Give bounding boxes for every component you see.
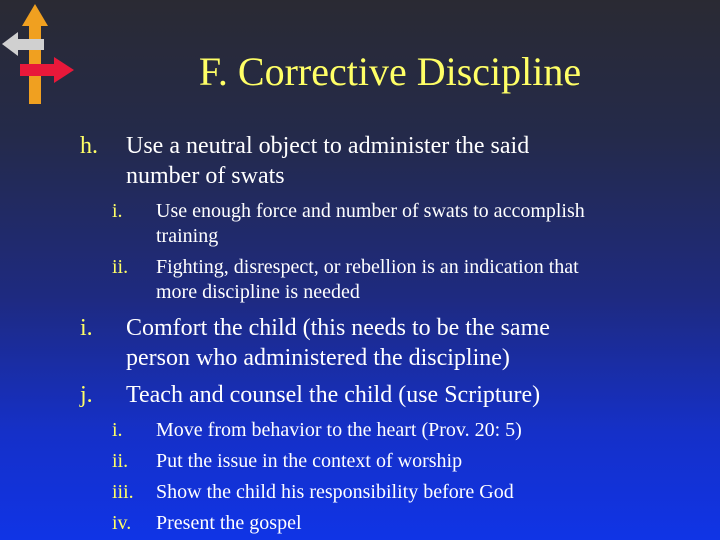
sub-item-text-line: Put the issue in the context of worship bbox=[156, 450, 463, 472]
sub-item-marker: i. bbox=[112, 419, 123, 441]
sub-item-text-line: Show the child his responsibility before God bbox=[156, 481, 514, 503]
sub-item-text-line: Use enough force and number of swats to accomplish bbox=[156, 200, 585, 222]
item-text-line: person who administered the discipline) bbox=[126, 345, 510, 371]
sub-item-text-line: Fighting, disrespect, or rebellion is an indication that bbox=[156, 256, 579, 278]
sub-item-marker: ii. bbox=[112, 450, 129, 472]
sub-item-text-line: Move from behavior to the heart (Prov. 20: 5) bbox=[156, 419, 522, 441]
sub-item-text-line: Present the gospel bbox=[156, 512, 302, 534]
slide-title: F. Corrective Discipline bbox=[198, 49, 582, 94]
sub-item-marker: iii. bbox=[112, 481, 134, 503]
item-text-line: number of swats bbox=[126, 163, 285, 189]
item-text-line: Teach and counsel the child (use Scripture) bbox=[126, 382, 541, 408]
sub-item-marker: i. bbox=[112, 200, 123, 222]
arrow-right-icon[interactable] bbox=[20, 57, 74, 83]
slide-nav bbox=[0, 0, 80, 110]
sub-item-marker: ii. bbox=[112, 256, 129, 278]
item-marker: h. bbox=[80, 133, 98, 159]
item-text-line: Comfort the child (this needs to be the same bbox=[126, 315, 550, 341]
arrow-up-icon[interactable] bbox=[22, 4, 48, 104]
item-marker: j. bbox=[80, 382, 93, 408]
sub-item-marker: iv. bbox=[112, 512, 132, 534]
sub-item-text-line: training bbox=[156, 225, 219, 247]
item-marker: i. bbox=[80, 315, 93, 341]
sub-item-text-line: more discipline is needed bbox=[156, 281, 360, 303]
item-text-line: Use a neutral object to administer the said bbox=[126, 133, 530, 159]
